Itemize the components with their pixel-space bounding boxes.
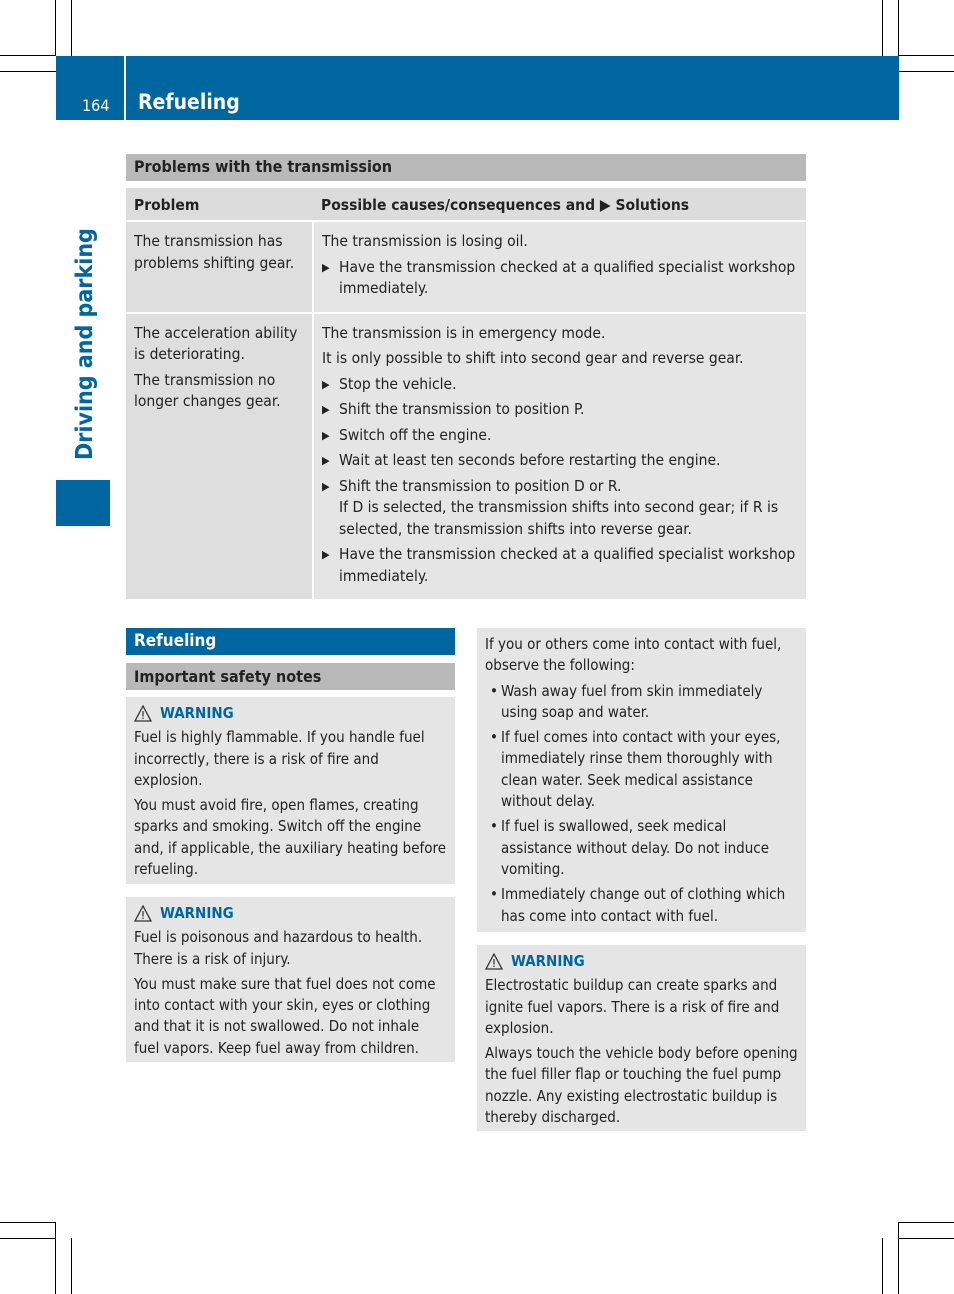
warning-box xyxy=(477,945,806,1131)
step-text: Have the transmission checked at a qualified specialist workshop immediately. xyxy=(339,545,796,585)
header-divider xyxy=(124,56,126,120)
step-arrow-icon: ▶ xyxy=(322,454,330,467)
solution-step xyxy=(322,476,798,541)
bullet-icon: • xyxy=(490,728,498,747)
warning-text: You must make sure that fuel does not come into contact with your skin, eyes or clothing and that it is not swallowed. Do not inhale fuel vapors. Keep fuel away from children. xyxy=(134,974,436,1057)
solution-step xyxy=(322,425,798,447)
warning-box xyxy=(126,897,455,1062)
problem-cell xyxy=(126,313,313,600)
step-arrow-icon: ▶ xyxy=(322,479,330,493)
problem-text: The transmission no longer changes gear. xyxy=(134,370,281,410)
crop-mark xyxy=(898,55,954,56)
warning-header xyxy=(134,903,447,924)
solution-step xyxy=(322,399,798,421)
intro-text: If you or others come into contact with fuel, observe the following: xyxy=(485,635,782,675)
solution-arrow-icon: ▶ xyxy=(599,196,611,214)
step-arrow-icon: ▶ xyxy=(322,377,330,391)
crop-mark xyxy=(898,1222,899,1294)
step-arrow-icon: ▶ xyxy=(322,428,330,442)
crop-mark xyxy=(0,1238,56,1239)
section-heading-refueling: Refueling xyxy=(126,628,455,655)
warning-label: WARNING xyxy=(160,704,234,722)
list-item xyxy=(485,727,798,812)
bullet-icon: • xyxy=(490,817,498,836)
transmission-table xyxy=(126,188,806,599)
step-arrow-icon: ▶ xyxy=(322,548,330,561)
chapter-label: Driving and parking xyxy=(72,228,98,460)
cause-text: The transmission is in emergency mode. xyxy=(322,323,606,342)
step-text: Shift the transmission to position P. xyxy=(339,400,585,418)
warning-text: Fuel is highly flammable. If you handle fuel incorrectly, there is a risk of fire and explosion. xyxy=(134,728,425,789)
table-row xyxy=(126,313,806,600)
solution-step xyxy=(322,450,798,472)
crop-mark xyxy=(0,71,56,72)
list-item-text: If fuel comes into contact with your eyes, immediately rinse them thoroughly with clean water. Seek medical assistance without delay. xyxy=(501,728,781,811)
crop-mark xyxy=(898,1222,954,1223)
solution-cell xyxy=(313,221,806,313)
solution-cell xyxy=(313,313,806,600)
list-item xyxy=(485,816,798,880)
warning-box xyxy=(126,697,455,884)
crop-mark xyxy=(55,1222,56,1294)
fuel-contact-box xyxy=(477,628,806,932)
column-header-solutions-pre: Possible causes/consequences and xyxy=(321,196,596,214)
warning-triangle-icon xyxy=(134,705,152,722)
warning-header xyxy=(134,703,447,724)
crop-mark xyxy=(882,0,883,56)
step-text: Stop the vehicle. xyxy=(339,374,457,393)
column-header-solutions-post: Solutions xyxy=(615,196,690,214)
cause-text: It is only possible to shift into second gear and reverse gear. xyxy=(322,349,744,367)
step-arrow-icon: ▶ xyxy=(322,260,330,274)
warning-label: WARNING xyxy=(160,904,234,922)
step-text: Wait at least ten seconds before restarting the engine. xyxy=(339,451,721,469)
list-item xyxy=(485,681,798,724)
step-text: Switch off the engine. xyxy=(339,425,492,444)
problem-text: The transmission has problems shifting gear. xyxy=(134,232,295,272)
bullet-icon: • xyxy=(490,885,498,904)
warning-header xyxy=(485,951,798,972)
list-item-text: If fuel is swallowed, seek medical assistance without delay. Do not induce vomiting. xyxy=(501,817,770,878)
crop-mark xyxy=(898,0,899,56)
solution-step xyxy=(322,544,798,587)
bullet-icon: • xyxy=(490,681,498,700)
table-header-row xyxy=(126,188,806,221)
problem-cell xyxy=(126,221,313,313)
list-item xyxy=(485,884,798,927)
crop-mark xyxy=(882,1238,883,1294)
section-heading-transmission: Problems with the transmission xyxy=(126,154,806,181)
step-text: Have the transmission checked at a qualified specialist workshop immediately. xyxy=(339,257,796,297)
table-row xyxy=(126,221,806,313)
step-note: If D is selected, the transmission shifts into second gear; if R is selected, the transmission shifts into reverse gear. xyxy=(339,498,779,538)
column-header-solutions xyxy=(313,188,806,221)
list-item-text: Wash away fuel from skin immediately using soap and water. xyxy=(501,681,763,721)
page-title: Refueling xyxy=(138,90,240,114)
crop-mark xyxy=(898,1238,954,1239)
warning-triangle-icon xyxy=(134,905,152,922)
step-text: Shift the transmission to position D or R. xyxy=(339,476,622,495)
crop-mark xyxy=(71,1238,72,1294)
subsection-heading-safety: Important safety notes xyxy=(126,663,455,690)
crop-mark xyxy=(55,0,56,56)
crop-mark xyxy=(71,0,72,56)
warning-text: Electrostatic buildup can create sparks and ignite fuel vapors. There is a risk of fire and explosion. xyxy=(485,976,780,1037)
step-arrow-icon: ▶ xyxy=(322,403,330,416)
warning-text: Always touch the vehicle body before opening the fuel filler flap or touching the fuel pump nozzle. Any existing electrostatic buildup is thereby discharged. xyxy=(485,1044,798,1127)
crop-mark xyxy=(0,1222,56,1223)
warning-triangle-icon xyxy=(485,953,503,970)
chapter-tab-marker xyxy=(56,480,110,526)
warning-label: WARNING xyxy=(511,952,585,970)
column-header-problem: Problem xyxy=(126,188,313,221)
cause-text: The transmission is losing oil. xyxy=(322,232,528,250)
solution-step xyxy=(322,374,798,396)
solution-step xyxy=(322,257,798,300)
warning-text: You must avoid fire, open flames, creating sparks and smoking. Switch off the engine and, if applicable, the auxiliary heating before refueling. xyxy=(134,796,447,879)
list-item-text: Immediately change out of clothing which has come into contact with fuel. xyxy=(501,885,786,925)
page-number: 164 xyxy=(82,96,110,115)
problem-text: The acceleration ability is deteriorating. xyxy=(134,323,298,363)
crop-mark xyxy=(898,71,954,72)
crop-mark xyxy=(0,55,56,56)
warning-text: Fuel is poisonous and hazardous to health. There is a risk of injury. xyxy=(134,928,423,968)
